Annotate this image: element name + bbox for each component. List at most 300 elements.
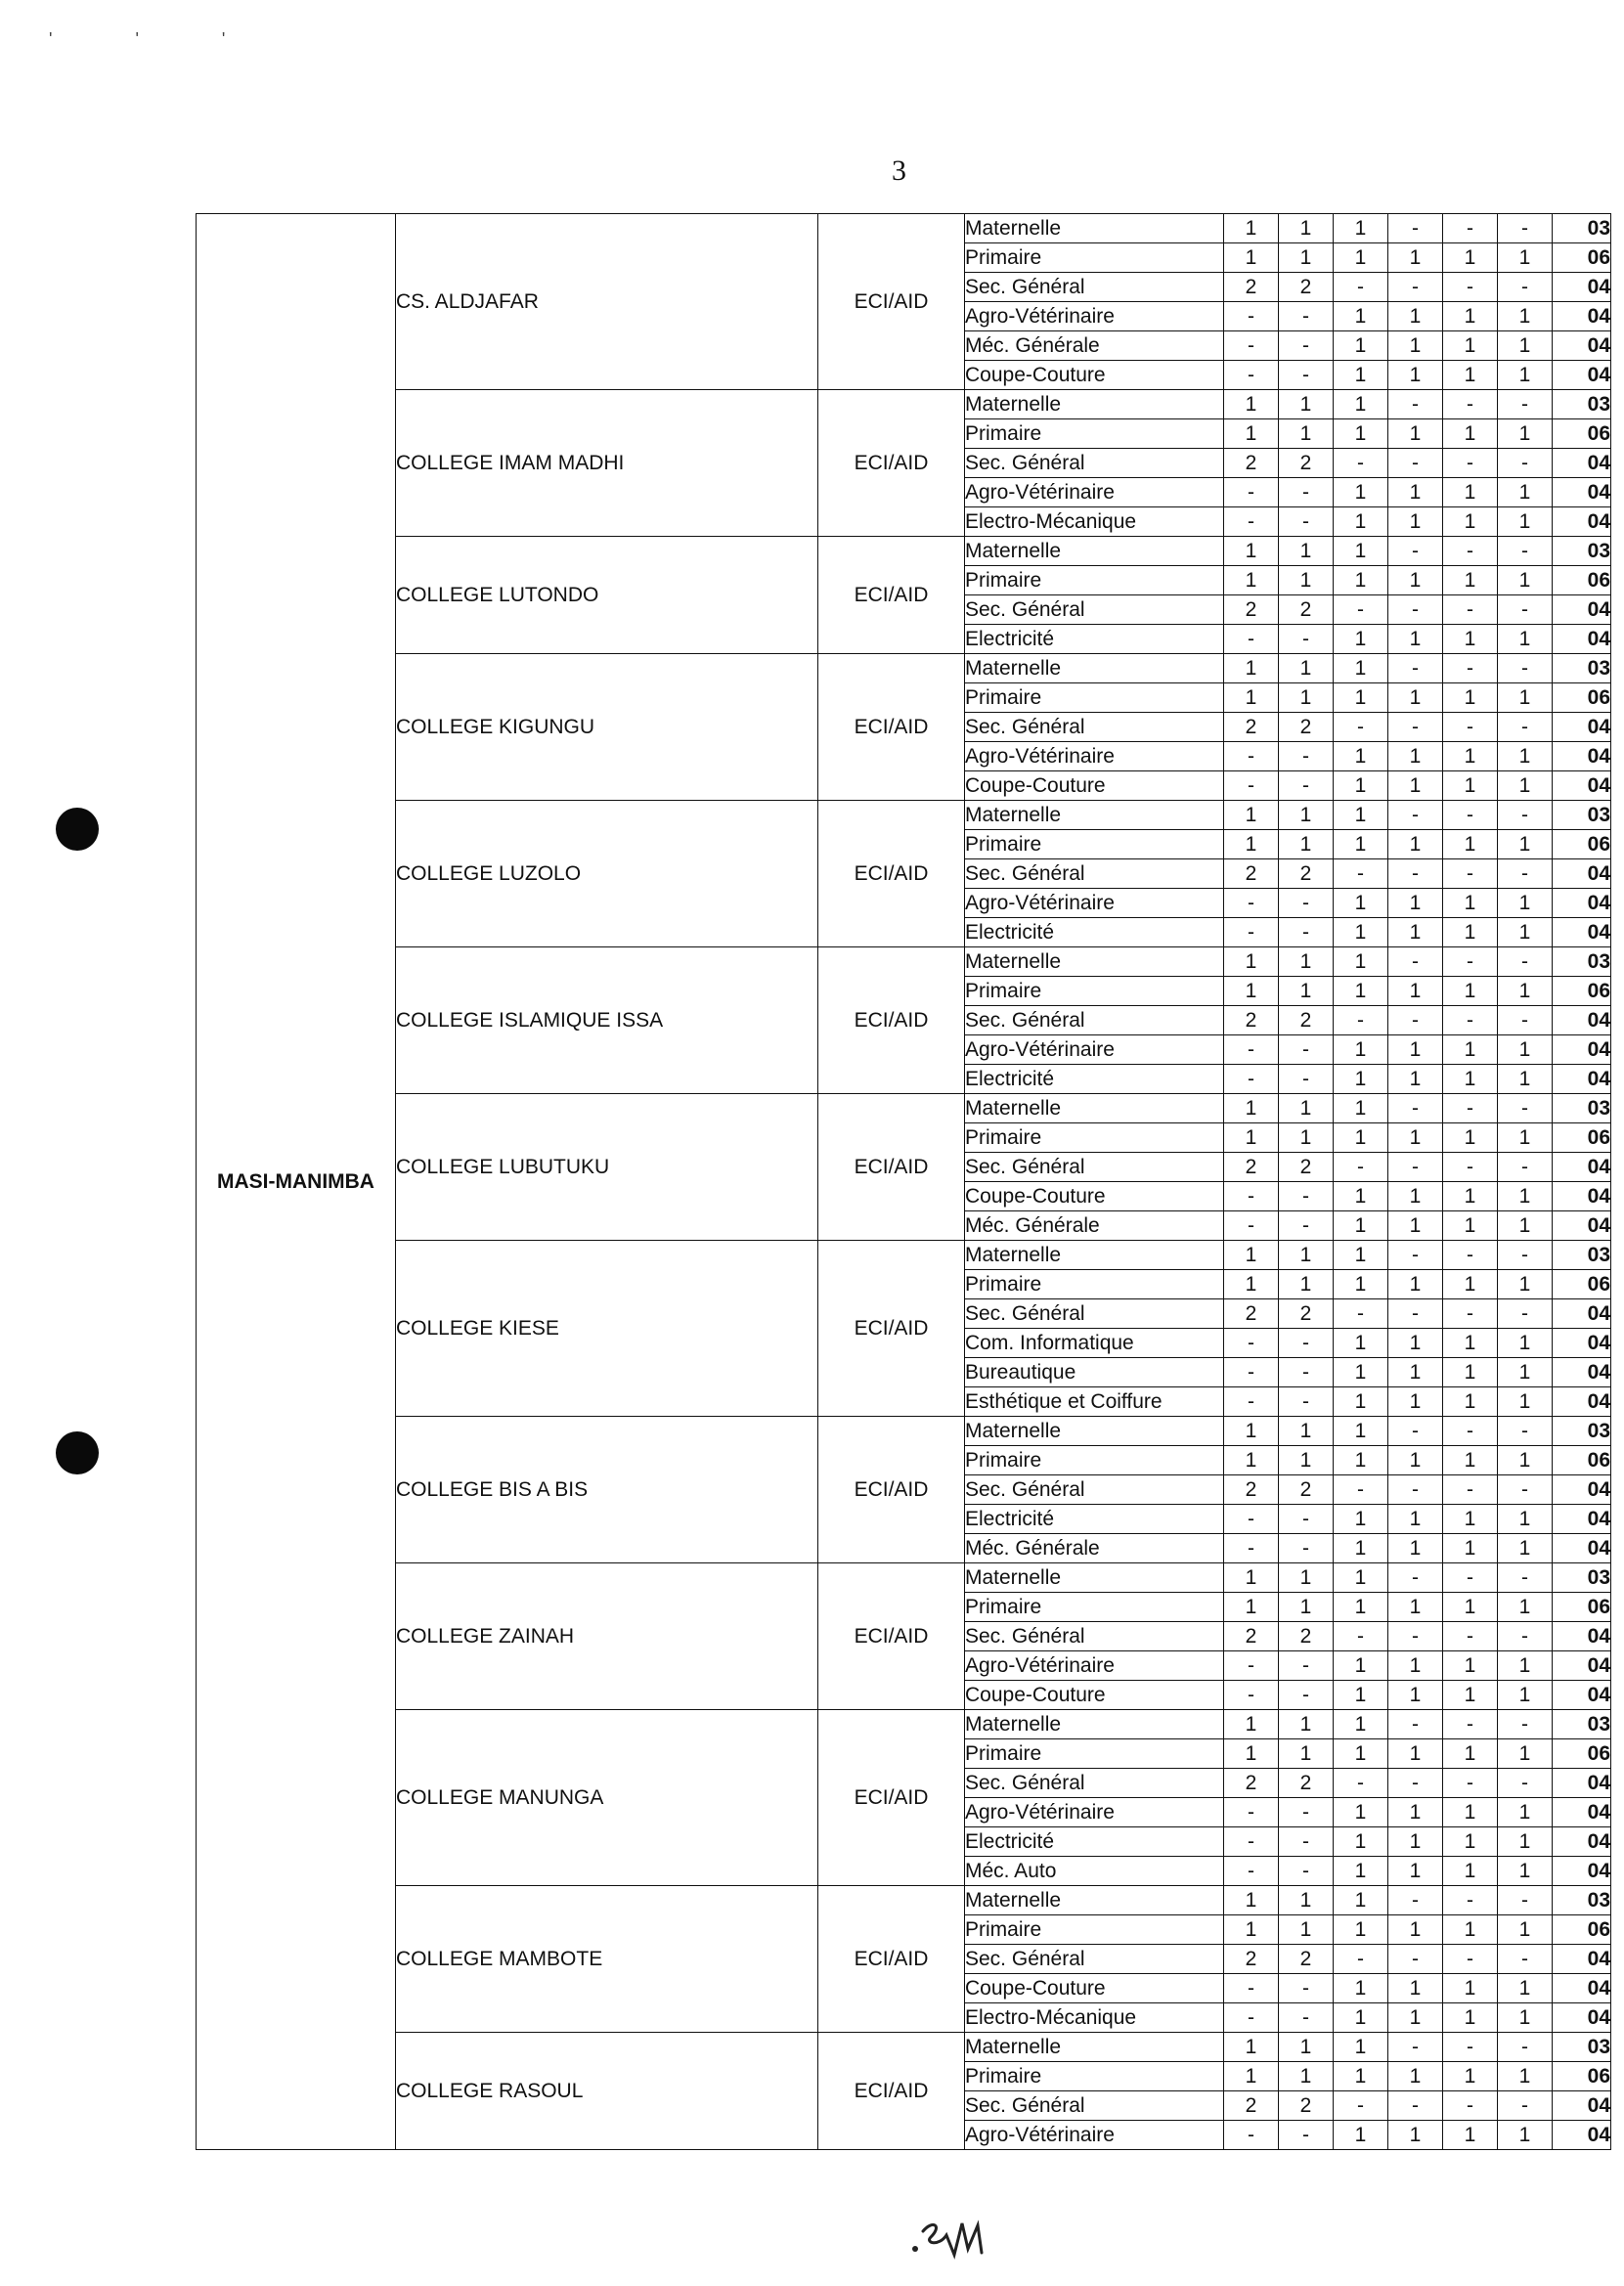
class-count-cell: 1 (1279, 1123, 1334, 1153)
class-count-cell: - (1279, 1974, 1334, 2003)
class-count-cell: 1 (1334, 361, 1388, 390)
class-count-cell: 1 (1443, 1739, 1498, 1769)
signature-initials (909, 2212, 997, 2261)
class-count-cell: - (1498, 713, 1553, 742)
class-count-cell: 1 (1334, 771, 1388, 801)
section-name: Primaire (965, 1739, 1224, 1769)
class-count-cell: - (1224, 1651, 1279, 1681)
total-cell: 04 (1553, 449, 1611, 478)
school-name: COLLEGE MANUNGA (396, 1710, 818, 1886)
class-count-cell: - (1443, 273, 1498, 302)
class-count-cell: - (1443, 449, 1498, 478)
class-count-cell: 1 (1388, 889, 1443, 918)
total-cell: 04 (1553, 1798, 1611, 1827)
section-name: Primaire (965, 566, 1224, 595)
class-count-cell: - (1498, 859, 1553, 889)
class-count-cell: - (1224, 2121, 1279, 2150)
class-count-cell: 1 (1279, 214, 1334, 243)
school-name: COLLEGE RASOUL (396, 2033, 818, 2150)
total-cell: 06 (1553, 830, 1611, 859)
section-name: Maternelle (965, 390, 1224, 419)
class-count-cell: 1 (1388, 1182, 1443, 1211)
class-count-cell: - (1279, 1798, 1334, 1827)
class-count-cell: - (1224, 1211, 1279, 1241)
class-count-cell: - (1498, 654, 1553, 683)
section-name: Primaire (965, 243, 1224, 273)
total-cell: 04 (1553, 1651, 1611, 1681)
class-count-cell: 1 (1498, 1358, 1553, 1387)
class-count-cell: 2 (1279, 1475, 1334, 1505)
school-name: COLLEGE IMAM MADHI (396, 390, 818, 537)
class-count-cell: - (1498, 1006, 1553, 1035)
class-count-cell: - (1443, 2091, 1498, 2121)
school-type: ECI/AID (818, 537, 965, 654)
class-count-cell: 1 (1279, 537, 1334, 566)
section-name: Electricité (965, 625, 1224, 654)
class-count-cell: 1 (1334, 1681, 1388, 1710)
total-cell: 06 (1553, 1739, 1611, 1769)
total-cell: 04 (1553, 1006, 1611, 1035)
class-count-cell: 1 (1279, 947, 1334, 977)
class-count-cell: 1 (1334, 1241, 1388, 1270)
class-count-cell: 1 (1498, 331, 1553, 361)
class-count-cell: 1 (1498, 830, 1553, 859)
class-count-cell: 1 (1224, 419, 1279, 449)
class-count-cell: 1 (1443, 1593, 1498, 1622)
class-count-cell: 1 (1388, 1329, 1443, 1358)
class-count-cell: 1 (1279, 1739, 1334, 1769)
class-count-cell: - (1443, 1094, 1498, 1123)
class-count-cell: 2 (1279, 1622, 1334, 1651)
class-count-cell: 1 (1279, 1270, 1334, 1299)
class-count-cell: 1 (1498, 683, 1553, 713)
section-name: Agro-Vétérinaire (965, 478, 1224, 507)
class-count-cell: 1 (1498, 2121, 1553, 2150)
section-name: Sec. Général (965, 1153, 1224, 1182)
class-count-cell: 1 (1388, 361, 1443, 390)
class-count-cell: 1 (1498, 243, 1553, 273)
section-name: Primaire (965, 1915, 1224, 1945)
class-count-cell: 1 (1388, 1035, 1443, 1065)
class-count-cell: - (1388, 2033, 1443, 2062)
total-cell: 03 (1553, 214, 1611, 243)
class-count-cell: 1 (1279, 683, 1334, 713)
class-count-cell: 1 (1443, 1798, 1498, 1827)
class-count-cell: 2 (1224, 2091, 1279, 2121)
class-count-cell: 1 (1334, 214, 1388, 243)
section-name: Sec. Général (965, 1945, 1224, 1974)
school-name: COLLEGE BIS A BIS (396, 1417, 818, 1563)
section-name: Com. Informatique (965, 1329, 1224, 1358)
class-count-cell: 2 (1279, 449, 1334, 478)
class-count-cell: 1 (1443, 1035, 1498, 1065)
section-name: Coupe-Couture (965, 361, 1224, 390)
class-count-cell: 1 (1334, 1094, 1388, 1123)
table-row (197, 537, 1611, 566)
total-cell: 04 (1553, 1329, 1611, 1358)
total-cell: 06 (1553, 2062, 1611, 2091)
section-name: Maternelle (965, 1241, 1224, 1270)
school-name: COLLEGE KIESE (396, 1241, 818, 1417)
class-count-cell: 1 (1388, 507, 1443, 537)
class-count-cell: 1 (1279, 566, 1334, 595)
total-cell: 04 (1553, 1035, 1611, 1065)
section-name: Agro-Vétérinaire (965, 742, 1224, 771)
class-count-cell: 1 (1334, 947, 1388, 977)
class-count-cell: - (1279, 1651, 1334, 1681)
class-count-cell: 1 (1498, 1798, 1553, 1827)
section-name: Primaire (965, 830, 1224, 859)
class-count-cell: 2 (1224, 273, 1279, 302)
class-count-cell: - (1334, 449, 1388, 478)
total-cell: 04 (1553, 361, 1611, 390)
school-type: ECI/AID (818, 1241, 965, 1417)
total-cell: 04 (1553, 1299, 1611, 1329)
class-count-cell: 1 (1224, 1241, 1279, 1270)
class-count-cell: 1 (1279, 1886, 1334, 1915)
section-name: Primaire (965, 683, 1224, 713)
class-count-cell: 1 (1334, 2033, 1388, 2062)
total-cell: 04 (1553, 1065, 1611, 1094)
section-name: Sec. Général (965, 859, 1224, 889)
total-cell: 04 (1553, 302, 1611, 331)
class-count-cell: - (1498, 1094, 1553, 1123)
table-row (197, 1417, 1611, 1446)
total-cell: 03 (1553, 1241, 1611, 1270)
class-count-cell: - (1279, 2003, 1334, 2033)
class-count-cell: - (1279, 1387, 1334, 1417)
class-count-cell: 1 (1388, 1651, 1443, 1681)
class-count-cell: 1 (1388, 1857, 1443, 1886)
section-name: Primaire (965, 1446, 1224, 1475)
class-count-cell: - (1498, 1769, 1553, 1798)
class-count-cell: - (1224, 478, 1279, 507)
class-count-cell: 1 (1443, 1329, 1498, 1358)
class-count-cell: 1 (1334, 2062, 1388, 2091)
class-count-cell: 1 (1388, 1387, 1443, 1417)
class-count-cell: - (1224, 889, 1279, 918)
class-count-cell: - (1388, 1710, 1443, 1739)
class-count-cell: 1 (1334, 419, 1388, 449)
class-count-cell: 1 (1388, 1446, 1443, 1475)
class-count-cell: 1 (1334, 1065, 1388, 1094)
class-count-cell: 1 (1334, 1270, 1388, 1299)
class-count-cell: 1 (1334, 1974, 1388, 2003)
class-count-cell: - (1279, 1035, 1334, 1065)
class-count-cell: 1 (1224, 977, 1279, 1006)
school-type: ECI/AID (818, 947, 965, 1094)
class-count-cell: 1 (1443, 478, 1498, 507)
section-name: Primaire (965, 977, 1224, 1006)
class-count-cell: - (1388, 214, 1443, 243)
section-name: Sec. Général (965, 713, 1224, 742)
class-count-cell: - (1443, 1710, 1498, 1739)
class-count-cell: 1 (1443, 742, 1498, 771)
class-count-cell: 1 (1388, 419, 1443, 449)
class-count-cell: 1 (1443, 625, 1498, 654)
school-name: CS. ALDJAFAR (396, 214, 818, 390)
class-count-cell: 1 (1334, 1446, 1388, 1475)
class-count-cell: - (1224, 1534, 1279, 1563)
class-count-cell: 1 (1498, 977, 1553, 1006)
class-count-cell: - (1443, 713, 1498, 742)
school-name: COLLEGE LUBUTUKU (396, 1094, 818, 1241)
class-count-cell: 1 (1334, 1035, 1388, 1065)
class-count-cell: - (1279, 1211, 1334, 1241)
class-count-cell: - (1443, 214, 1498, 243)
class-count-cell: - (1388, 1475, 1443, 1505)
class-count-cell: 1 (1224, 1593, 1279, 1622)
total-cell: 04 (1553, 331, 1611, 361)
class-count-cell: - (1443, 537, 1498, 566)
class-count-cell: 1 (1224, 1886, 1279, 1915)
class-count-cell: - (1443, 1417, 1498, 1446)
class-count-cell: - (1388, 1886, 1443, 1915)
total-cell: 04 (1553, 478, 1611, 507)
section-name: Primaire (965, 1270, 1224, 1299)
section-name: Maternelle (965, 1710, 1224, 1739)
class-count-cell: 1 (1388, 1065, 1443, 1094)
class-count-cell: 1 (1388, 771, 1443, 801)
class-count-cell: 1 (1388, 1505, 1443, 1534)
section-name: Electricité (965, 1065, 1224, 1094)
section-name: Sec. Général (965, 1299, 1224, 1329)
class-count-cell: 1 (1498, 1387, 1553, 1417)
class-count-cell: 2 (1224, 1475, 1279, 1505)
class-count-cell: 1 (1279, 801, 1334, 830)
class-count-cell: 1 (1498, 1827, 1553, 1857)
class-count-cell: 2 (1279, 1945, 1334, 1974)
class-count-cell: 1 (1498, 1505, 1553, 1534)
total-cell: 04 (1553, 1945, 1611, 1974)
class-count-cell: - (1279, 771, 1334, 801)
class-count-cell: 1 (1334, 830, 1388, 859)
class-count-cell: - (1279, 1329, 1334, 1358)
class-count-cell: - (1224, 361, 1279, 390)
class-count-cell: 1 (1334, 478, 1388, 507)
section-name: Sec. Général (965, 595, 1224, 625)
class-count-cell: - (1388, 537, 1443, 566)
class-count-cell: - (1224, 1387, 1279, 1417)
class-count-cell: 1 (1498, 507, 1553, 537)
class-count-cell: 1 (1388, 625, 1443, 654)
total-cell: 03 (1553, 1417, 1611, 1446)
class-count-cell: 1 (1334, 625, 1388, 654)
class-count-cell: - (1388, 801, 1443, 830)
school-name: COLLEGE KIGUNGU (396, 654, 818, 801)
class-count-cell: - (1279, 2121, 1334, 2150)
class-count-cell: 2 (1224, 1006, 1279, 1035)
class-count-cell: - (1498, 449, 1553, 478)
class-count-cell: 1 (1388, 742, 1443, 771)
class-count-cell: 1 (1334, 1387, 1388, 1417)
class-count-cell: 1 (1334, 1563, 1388, 1593)
class-count-cell: 1 (1443, 419, 1498, 449)
total-cell: 03 (1553, 1886, 1611, 1915)
class-count-cell: 2 (1279, 1006, 1334, 1035)
class-count-cell: 1 (1443, 918, 1498, 947)
class-count-cell: 1 (1224, 1446, 1279, 1475)
class-count-cell: 1 (1224, 830, 1279, 859)
table-row (197, 1094, 1611, 1123)
section-name: Sec. Général (965, 1622, 1224, 1651)
section-name: Primaire (965, 2062, 1224, 2091)
class-count-cell: 1 (1334, 537, 1388, 566)
class-count-cell: 1 (1498, 566, 1553, 595)
class-count-cell: 1 (1388, 2003, 1443, 2033)
section-name: Méc. Générale (965, 331, 1224, 361)
class-count-cell: 1 (1443, 1651, 1498, 1681)
class-count-cell: 1 (1224, 537, 1279, 566)
class-count-cell: 1 (1443, 302, 1498, 331)
table-row (197, 1886, 1611, 1915)
class-count-cell: - (1443, 1299, 1498, 1329)
class-count-cell: 1 (1498, 1211, 1553, 1241)
total-cell: 04 (1553, 1182, 1611, 1211)
class-count-cell: 1 (1224, 1270, 1279, 1299)
class-count-cell: 1 (1498, 1534, 1553, 1563)
class-count-cell: 1 (1224, 654, 1279, 683)
class-count-cell: 1 (1224, 1710, 1279, 1739)
school-type: ECI/AID (818, 214, 965, 390)
class-count-cell: 1 (1279, 2062, 1334, 2091)
total-cell: 03 (1553, 537, 1611, 566)
class-count-cell: - (1443, 947, 1498, 977)
class-count-cell: 1 (1334, 2003, 1388, 2033)
total-cell: 04 (1553, 1769, 1611, 1798)
class-count-cell: - (1334, 1153, 1388, 1182)
class-count-cell: 1 (1388, 478, 1443, 507)
class-count-cell: 1 (1498, 1651, 1553, 1681)
section-name: Electricité (965, 1505, 1224, 1534)
class-count-cell: - (1334, 859, 1388, 889)
class-count-cell: - (1224, 1329, 1279, 1358)
schools-table (196, 213, 1611, 2150)
school-type: ECI/AID (818, 654, 965, 801)
class-count-cell: - (1443, 1622, 1498, 1651)
class-count-cell: 1 (1334, 1710, 1388, 1739)
class-count-cell: 1 (1279, 1241, 1334, 1270)
class-count-cell: 1 (1443, 1915, 1498, 1945)
class-count-cell: 2 (1279, 1299, 1334, 1329)
class-count-cell: 2 (1224, 1945, 1279, 1974)
class-count-cell: - (1498, 390, 1553, 419)
school-name: COLLEGE ZAINAH (396, 1563, 818, 1710)
class-count-cell: - (1279, 1681, 1334, 1710)
section-name: Electricité (965, 1827, 1224, 1857)
class-count-cell: - (1224, 1857, 1279, 1886)
class-count-cell: - (1498, 1945, 1553, 1974)
total-cell: 04 (1553, 713, 1611, 742)
section-name: Primaire (965, 1123, 1224, 1153)
class-count-cell: 1 (1388, 1593, 1443, 1622)
total-cell: 03 (1553, 1094, 1611, 1123)
class-count-cell: - (1388, 1563, 1443, 1593)
class-count-cell: 1 (1279, 243, 1334, 273)
class-count-cell: 1 (1388, 830, 1443, 859)
class-count-cell: 1 (1334, 2121, 1388, 2150)
class-count-cell: - (1224, 1505, 1279, 1534)
table-body (197, 214, 1611, 2150)
class-count-cell: 1 (1388, 566, 1443, 595)
class-count-cell: 2 (1224, 1622, 1279, 1651)
total-cell: 04 (1553, 1505, 1611, 1534)
school-type: ECI/AID (818, 390, 965, 537)
class-count-cell: 1 (1443, 977, 1498, 1006)
class-count-cell: 1 (1334, 243, 1388, 273)
class-count-cell: 1 (1443, 1211, 1498, 1241)
class-count-cell: 1 (1279, 390, 1334, 419)
section-name: Electricité (965, 918, 1224, 947)
school-type: ECI/AID (818, 1094, 965, 1241)
class-count-cell: 1 (1498, 1065, 1553, 1094)
class-count-cell: 1 (1498, 1915, 1553, 1945)
class-count-cell: 1 (1224, 1417, 1279, 1446)
class-count-cell: 1 (1443, 1534, 1498, 1563)
class-count-cell: - (1279, 361, 1334, 390)
class-count-cell: - (1334, 2091, 1388, 2121)
class-count-cell: - (1279, 1182, 1334, 1211)
class-count-cell: 1 (1388, 918, 1443, 947)
table-row (197, 801, 1611, 830)
class-count-cell: 1 (1279, 977, 1334, 1006)
class-count-cell: - (1279, 742, 1334, 771)
class-count-cell: 1 (1443, 683, 1498, 713)
class-count-cell: 1 (1334, 390, 1388, 419)
class-count-cell: 1 (1279, 1417, 1334, 1446)
class-count-cell: - (1279, 918, 1334, 947)
class-count-cell: 1 (1443, 1065, 1498, 1094)
section-name: Esthétique et Coiffure (965, 1387, 1224, 1417)
class-count-cell: 2 (1279, 273, 1334, 302)
class-count-cell: - (1498, 2091, 1553, 2121)
class-count-cell: 1 (1498, 361, 1553, 390)
class-count-cell: 1 (1388, 1739, 1443, 1769)
class-count-cell: 1 (1388, 1915, 1443, 1945)
total-cell: 04 (1553, 1475, 1611, 1505)
class-count-cell: - (1388, 1006, 1443, 1035)
class-count-cell: - (1224, 1065, 1279, 1094)
class-count-cell: - (1279, 507, 1334, 537)
class-count-cell: 1 (1334, 302, 1388, 331)
class-count-cell: - (1443, 859, 1498, 889)
class-count-cell: 1 (1224, 1563, 1279, 1593)
section-name: Bureautique (965, 1358, 1224, 1387)
class-count-cell: - (1388, 1769, 1443, 1798)
class-count-cell: 1 (1224, 683, 1279, 713)
class-count-cell: 1 (1388, 2121, 1443, 2150)
section-name: Sec. Général (965, 449, 1224, 478)
class-count-cell: 1 (1279, 2033, 1334, 2062)
class-count-cell: - (1498, 1241, 1553, 1270)
class-count-cell: 1 (1279, 654, 1334, 683)
class-count-cell: 1 (1334, 918, 1388, 947)
class-count-cell: - (1443, 801, 1498, 830)
class-count-cell: - (1498, 537, 1553, 566)
class-count-cell: 1 (1498, 302, 1553, 331)
class-count-cell: - (1388, 1299, 1443, 1329)
class-count-cell: - (1388, 713, 1443, 742)
class-count-cell: - (1388, 947, 1443, 977)
class-count-cell: 2 (1224, 595, 1279, 625)
class-count-cell: - (1334, 1769, 1388, 1798)
section-name: Electro-Mécanique (965, 2003, 1224, 2033)
class-count-cell: 1 (1334, 1417, 1388, 1446)
class-count-cell: 2 (1224, 449, 1279, 478)
class-count-cell: 1 (1388, 977, 1443, 1006)
total-cell: 06 (1553, 977, 1611, 1006)
class-count-cell: 1 (1443, 1446, 1498, 1475)
